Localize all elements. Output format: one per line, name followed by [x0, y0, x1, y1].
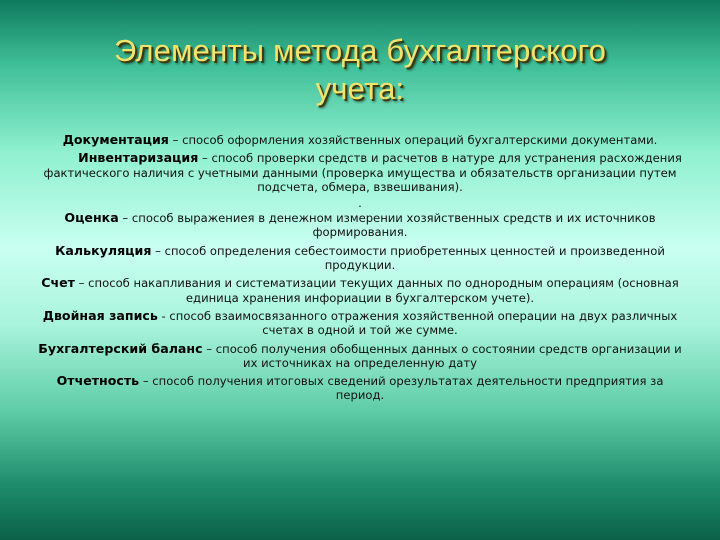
definition-reporting — [38, 374, 682, 403]
desc-reporting: – способ получения итоговых сведений орезультатах деятельности предприятия за период. — [139, 374, 664, 403]
term-documentation: Документация — [62, 132, 169, 147]
desc-account: – способ накапливания и систематизации текущих данных по однородным операциям (основная единица хранения инфориации в бухгалтерском учете). — [74, 276, 679, 305]
term-reporting: Отчетность — [56, 373, 140, 389]
desc-double-entry: - способ взаимосвязанного отражения хозяйственной операции на двух различных счетах в одной и той же сумме. — [157, 308, 678, 338]
term-account: Счет — [41, 275, 75, 291]
definitions-list — [38, 133, 682, 407]
desc-balance-sheet: – способ получения обобщенных данных о состоянии средств организации и их источниках на определенную дату — [202, 341, 682, 370]
term-balance-sheet: Бухгалтерский баланс — [38, 340, 203, 356]
definition-inventory — [38, 151, 682, 194]
desc-documentation: – способ оформления хозяйственных операций бухгалтерскими документами. — [168, 133, 658, 147]
term-costing: Калькуляция — [55, 242, 152, 258]
desc-costing: – способ определения себестоимости приобретенных ценностей и произведенной продукции. — [151, 243, 665, 273]
definition-balance-sheet — [38, 342, 682, 371]
title-line-2: учета: — [315, 71, 405, 106]
separator-dot: . — [358, 196, 362, 211]
desc-valuation: – способ выражениея в денежном измерении хозяйственных средств и их источников формирования. — [118, 211, 656, 240]
term-valuation: Оценка — [64, 210, 119, 226]
definition-account — [38, 276, 682, 305]
definition-valuation — [38, 211, 682, 240]
definition-costing — [38, 244, 682, 273]
slide-title — [60, 32, 660, 108]
definition-documentation — [38, 133, 682, 147]
term-double-entry: Двойная запись — [42, 307, 158, 323]
desc-inventory: – способ проверки средств и расчетов в натуре для устранения расхождения фактического наличия с учетными данными (проверка имущества и обязательств организации путем подсчета, обмера, взвешивания). — [43, 151, 682, 194]
definition-double-entry — [38, 309, 682, 338]
term-inventory: Инвентаризация — [78, 150, 199, 166]
title-line-1: Элементы метода бухгалтерского — [113, 33, 607, 68]
